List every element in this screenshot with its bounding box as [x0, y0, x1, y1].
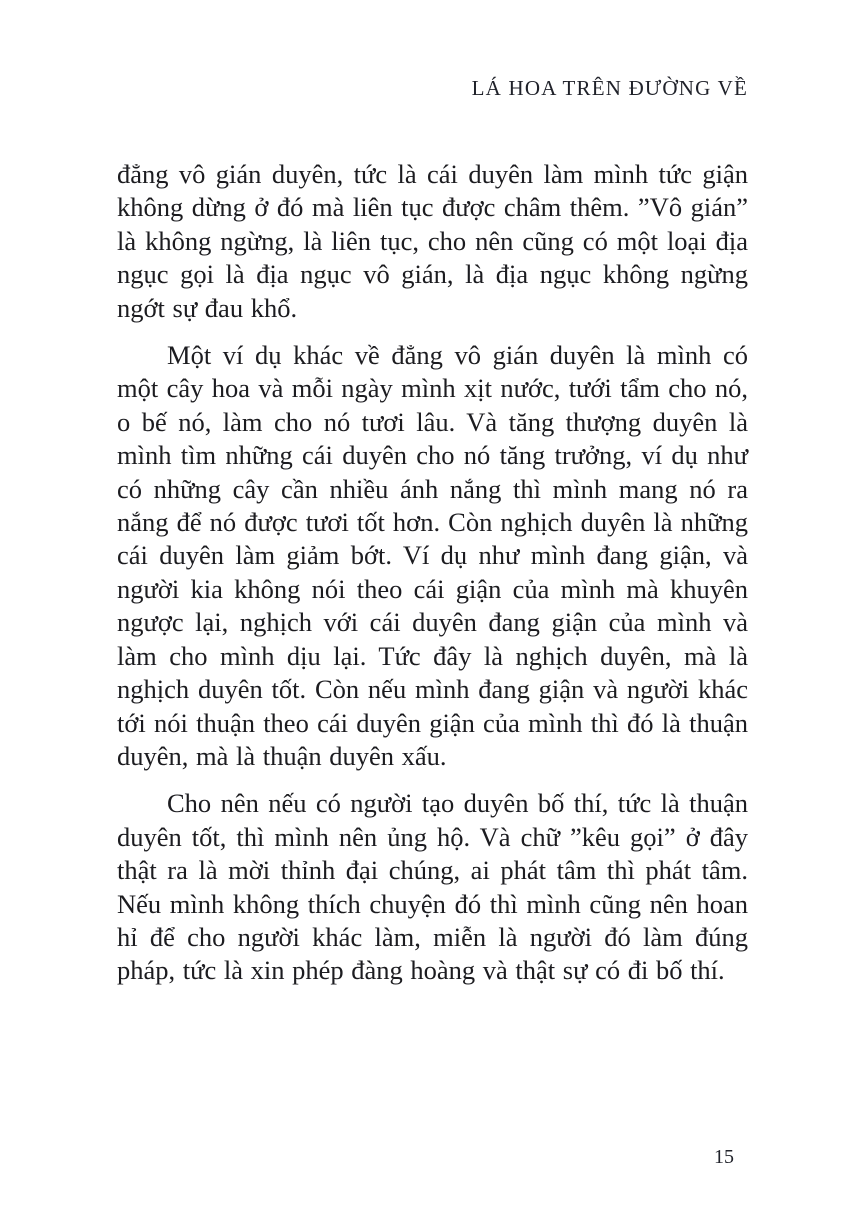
- running-head: LÁ HOA TRÊN ĐƯỜNG VỀ: [471, 76, 748, 100]
- body-paragraph: đẳng vô gián duyên, tức là cái duyên làm mình tức giận không dừng ở đó mà liên tục được châm thêm. ”Vô gián” là không ngừng, là liên tục, cho nên cũng có một loại địa ngục gọi là địa ngục vô gián, là địa ngục không ngừng ngớt sự đau khổ.: [117, 159, 748, 323]
- page-number: 15: [714, 1146, 734, 1168]
- body-text: [117, 158, 748, 1002]
- body-paragraph: Cho nên nếu có người tạo duyên bố thí, tức là thuận duyên tốt, thì mình nên ủng hộ. Và chữ ”kêu gọi” ở đây thật ra là mời thỉnh đại chúng, ai phát tâm thì phát tâm. Nếu mình không thích chuyện đó thì mình cũng nên hoan hỉ để cho người khác làm, miễn là người đó làm đúng pháp, tức là xin phép đàng hoàng và thật sự có đi bố thí.: [117, 788, 748, 986]
- body-paragraph: Một ví dụ khác về đẳng vô gián duyên là mình có một cây hoa và mỗi ngày mình xịt nước, tưới tẩm cho nó, o bế nó, làm cho nó tươi lâu. Và tăng thượng duyên là mình tìm những cái duyên cho nó tăng trưởng, ví dụ như có những cây cần nhiều ánh nắng thì mình mang nó ra nắng để nó được tươi tốt hơn. Còn nghịch duyên là những cái duyên làm giảm bớt. Ví dụ như mình đang giận, và người kia không nói theo cái giận của mình mà khuyên ngược lại, nghịch với cái duyên đang giận của mình và làm cho mình dịu lại. Tức đây là nghịch duyên, mà là nghịch duyên tốt. Còn nếu mình đang giận và người khác tới nói thuận theo cái duyên giận của mình thì đó là thuận duyên, mà là thuận duyên xấu.: [117, 340, 748, 771]
